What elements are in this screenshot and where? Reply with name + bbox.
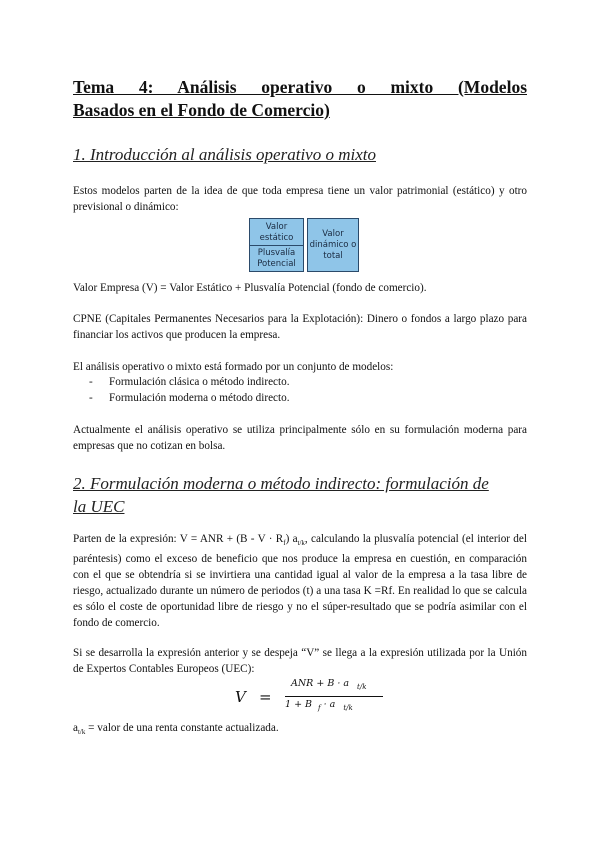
section-1-paragraph-4: El análisis operativo o mixto está formado por un conjunto de modelos: — [73, 361, 394, 373]
section-1-heading: 1. Introducción al análisis operativo o mixto — [73, 145, 376, 164]
value-diagram — [249, 218, 377, 272]
section-2-paragraph-2: Si se desarrolla la expresión anterior y se despeja “V” se llega a la expresión utilizada por la Unión de Expertos Contables Europeos (UEC): — [73, 647, 527, 675]
static-value-box — [249, 218, 304, 246]
document-title — [73, 76, 527, 122]
dynamic-value-label: Valor dinámico o total — [309, 229, 357, 261]
bullet-text: Formulación moderna o método directo. — [109, 392, 290, 404]
denominator-text: 1 + B — [285, 699, 313, 710]
numerator-text: ANR + B · a — [291, 678, 350, 689]
section-2-heading-line-1: 2. Formulación moderna o método indirecto: formulación de — [73, 474, 489, 493]
p3-post: = valor de una renta constante actualizada. — [85, 722, 279, 734]
list-item: - Formulación clásica o método indirecto. — [89, 376, 290, 388]
section-1-paragraph-1: Estos modelos parten de la idea de que toda empresa tiene un valor patrimonial (estático) y otro previsional o dinámico: — [73, 185, 527, 213]
section-2-heading — [73, 472, 527, 518]
p3-pre: a — [73, 722, 78, 734]
formula-numerator — [285, 678, 425, 691]
section-1-paragraph-2: Valor Empresa (V) = Valor Estático + Plusvalía Potencial (fondo de comercio). — [73, 282, 427, 294]
p1-pre: Parten de la expresión: V = ANR + (B - V · R — [73, 533, 284, 545]
formula-denominator — [285, 699, 435, 712]
p1-sub-f: f — [283, 539, 286, 548]
bullet-text: Formulación clásica o método indirecto. — [109, 376, 290, 388]
section-2-heading-line-2: la UEC — [73, 497, 125, 516]
p1-mid: ) a — [285, 533, 298, 545]
denominator-sub-f: f — [318, 703, 321, 712]
numerator-sub: t/k — [357, 682, 367, 691]
section-1-paragraph-3: CPNE (Capitales Permanentes Necesarios para la Explotación): Dinero o fondos a largo plazo para financiar los activos que producen la empresa. — [73, 313, 527, 341]
formula-equals: = — [259, 688, 272, 706]
section-2-paragraph-1 — [73, 531, 527, 631]
p1-sub-tk: t/k — [297, 539, 305, 548]
p3-sub: t/k — [77, 728, 86, 737]
section-2-paragraph-3 — [73, 720, 527, 740]
title-line-1: Tema 4: Análisis operativo o mixto (Modelos — [73, 77, 527, 97]
denominator-mid: · a — [320, 699, 336, 710]
list-item: - Formulación moderna o método directo. — [89, 392, 290, 404]
formula-lhs: V — [235, 688, 246, 706]
uec-formula — [229, 676, 449, 720]
dynamic-value-box — [307, 218, 359, 272]
static-value-label: Valor estático — [259, 222, 294, 243]
section-1-paragraph-5: Actualmente el análisis operativo se utiliza principalmente sólo en su formulación moderna para empresas que no cotizan en bolsa. — [73, 424, 527, 452]
plusvalia-box — [249, 245, 304, 272]
fraction-bar — [285, 696, 383, 697]
p1-post: , calculando la plusvalía potencial (el interior del paréntesis) como el exceso de beneficio que nos produce la empresa en cuestión, en comparación con el que se obtendría si se invirtiera una cantidad igual al valor de la empresa a la tasa libre de riesgo, actualizado durante un número de periodos (t) a una tasa K =Rf. En realidad lo que se calcula es sólo el coste de oportunidad libre de riesgo y no el súper-resultado que se podría asimilar con el fondo de comercio. — [73, 533, 527, 630]
title-line-2: Basados en el Fondo de Comercio) — [73, 100, 330, 120]
denominator-sub-tk: t/k — [343, 703, 353, 712]
plusvalia-label: Plusvalía Potencial — [257, 248, 296, 269]
